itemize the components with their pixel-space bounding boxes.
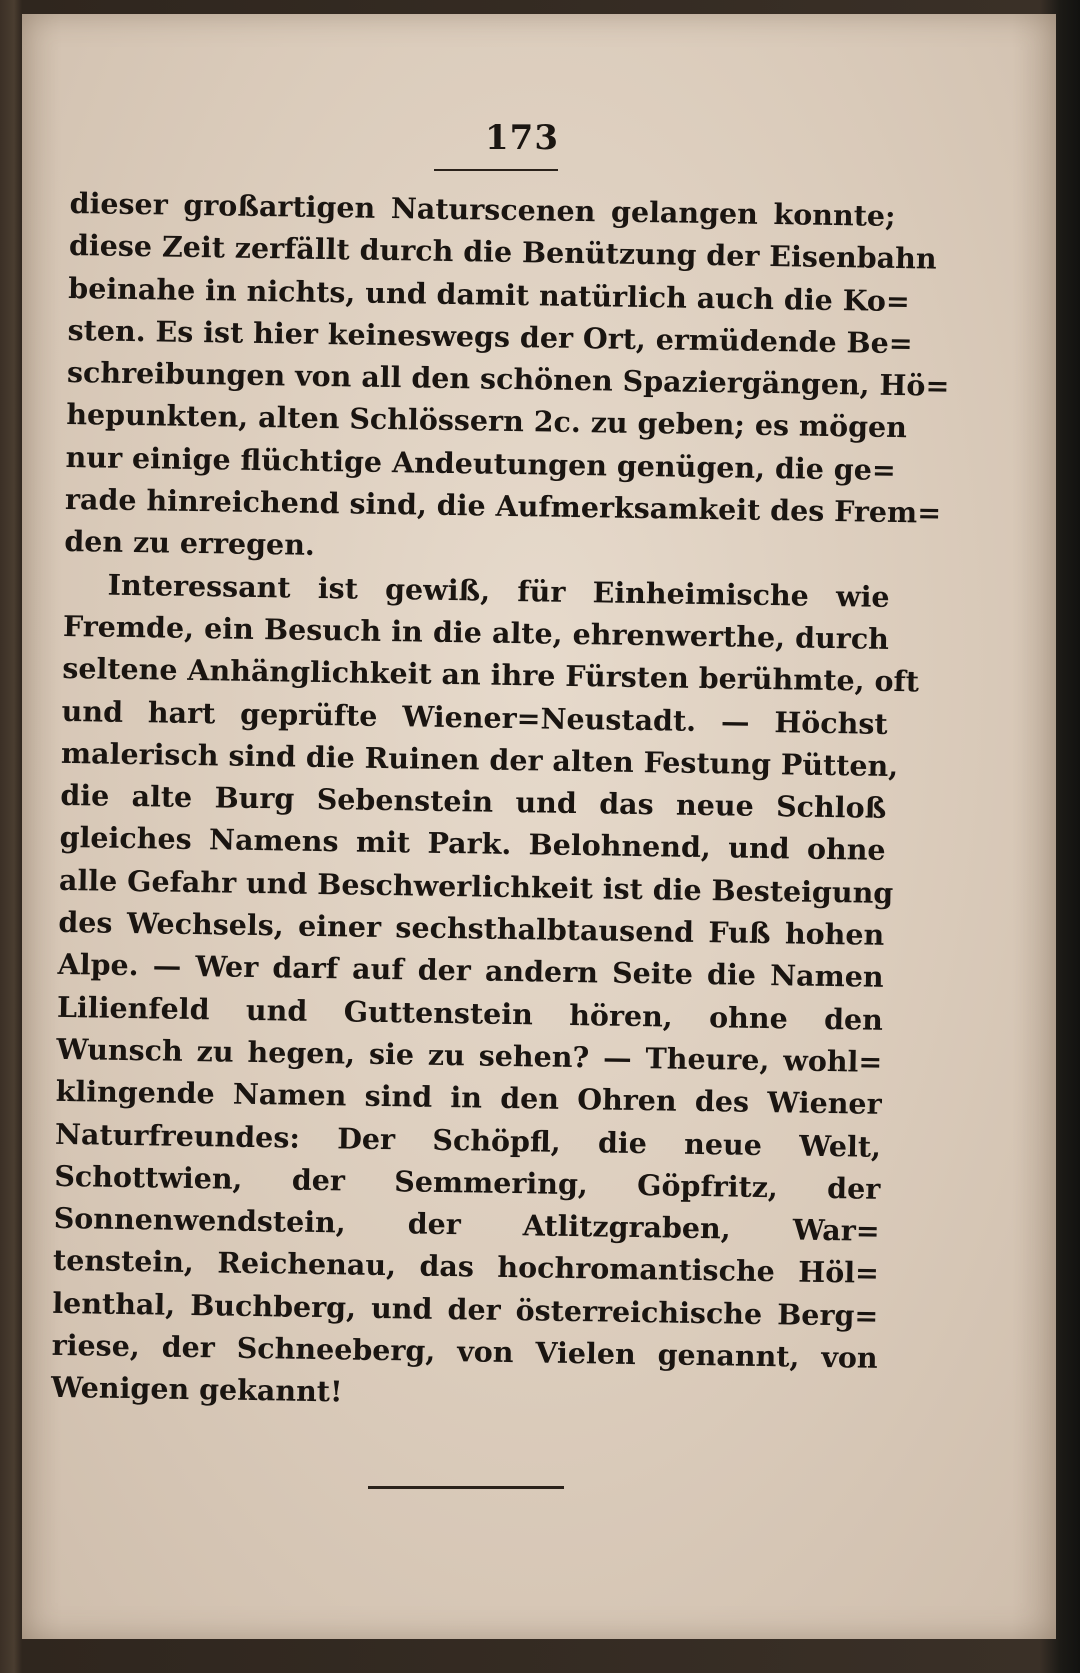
text-line: malerisch sind die Ruinen der alten Festung Pütten, xyxy=(60,735,899,783)
text-line: den zu erregen. xyxy=(64,524,316,563)
book-page xyxy=(22,14,1056,1639)
text-line: rade hinreichend sind, die Aufmerksamkeit des Frem= xyxy=(64,482,942,530)
text-line: diese Zeit zerfällt durch die Benützung der Eisenbahn xyxy=(68,228,937,276)
text-line: riese, der Schneeberg, von Vielen genannt, von xyxy=(51,1327,878,1375)
text-line: Alpe. — Wer darf auf der andern Seite die Namen xyxy=(57,947,884,995)
text-line: Lilienfeld und Guttenstein hören, ohne den xyxy=(56,989,884,1037)
text-line: gleiches Namens mit Park. Belohnend, und ohne xyxy=(59,820,886,868)
text-line: nur einige flüchtige Andeutungen genügen, die ge= xyxy=(65,439,897,487)
text-line: tenstein, Reichenau, das hochromantische Höl= xyxy=(52,1243,880,1291)
text-line: Wunsch zu hegen, sie zu sehen? — Theure, wohl= xyxy=(56,1031,883,1079)
text-line: alle Gefahr und Beschwerlichkeit ist die Besteigung xyxy=(58,862,894,910)
text-line: seltene Anhänglichkeit an ihre Fürsten berühmte, oft xyxy=(62,651,920,699)
header-rule xyxy=(434,169,558,171)
text-line: beinahe in nichts, und damit natürlich auch die Ko= xyxy=(68,270,911,318)
text-line: Wenigen gekannt! xyxy=(50,1370,343,1409)
page-number: 173 xyxy=(485,118,559,158)
end-rule xyxy=(368,1486,564,1489)
text-line: des Wechsels, einer sechsthalbtausend Fuß hohen xyxy=(58,904,885,952)
text-line: lenthal, Buchberg, und der österreichische Berg= xyxy=(52,1285,879,1333)
text-line: Sonnenwendstein, der Atlitzgraben, War= xyxy=(53,1200,880,1248)
text-line: sten. Es ist hier keineswegs der Ort, ermüdende Be= xyxy=(67,312,913,361)
text-line: klingende Namen sind in den Ohren des Wiener xyxy=(55,1074,882,1122)
text-line: die alte Burg Sebenstein und das neue Schloß xyxy=(60,778,887,826)
body-text xyxy=(50,182,950,1421)
text-line: dieser großartigen Naturscenen gelangen konnte; xyxy=(69,185,896,233)
text-line: schreibungen von all den schönen Spaziergängen, Hö= xyxy=(66,355,950,404)
text-line: und hart geprüfte Wiener=Neustadt. — Höchst xyxy=(61,693,888,741)
text-line: Naturfreundes: Der Schöpfl, die neue Welt, xyxy=(54,1116,882,1164)
text-line: hepunkten, alten Schlössern 2c. zu geben; es mögen xyxy=(66,397,908,445)
text-line: Schottwien, der Semmering, Göpfritz, der xyxy=(54,1158,881,1206)
text-line: Fremde, ein Besuch in die alte, ehrenwerthe, durch xyxy=(62,608,890,656)
text-line: Interessant ist gewiß, für Einheimische wie xyxy=(107,567,890,614)
